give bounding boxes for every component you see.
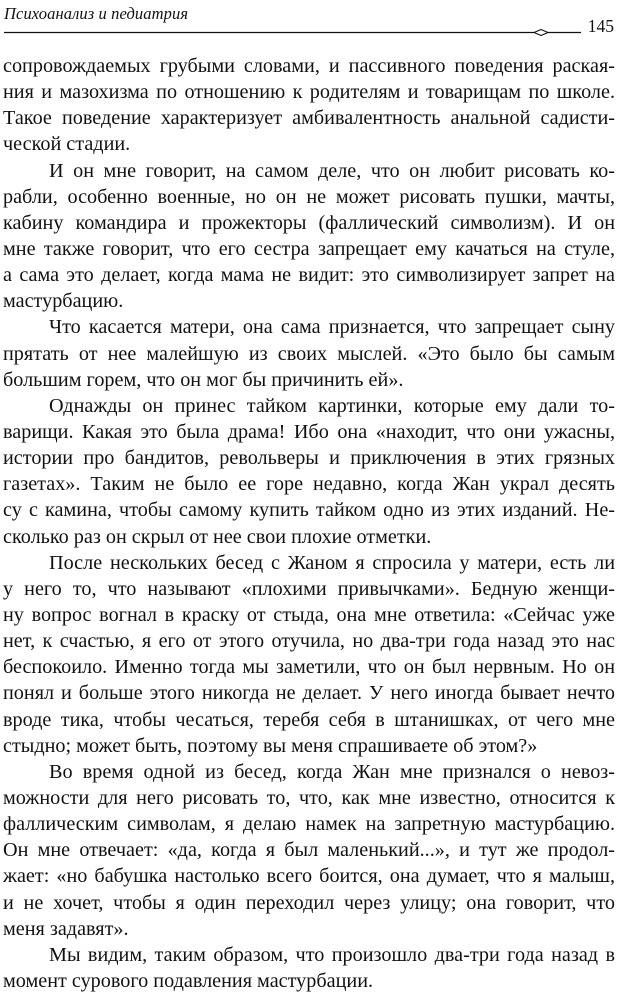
text-line: момент сурового подавления мастурбации.: [3, 969, 374, 992]
text-line: большим горем, что он мог бы причинить ей».: [3, 368, 404, 391]
text-line: сколько раз он скрыл от нее свои плохие отметки.: [3, 525, 432, 548]
header-rule-ornament: [4, 29, 581, 36]
text-line: Такое поведение характеризует амбивалентность анальной садисти-: [3, 107, 615, 130]
text-line: жает: «но бабушка настолько всего боится, она думает, что я малыш,: [3, 865, 615, 888]
text-line: варищи. Какая это была драма! Ибо она «находит, что они ужасны,: [3, 420, 615, 443]
text-line: ну вопрос вогнал в краску от стыда, она мне ответила: «Сейчас уже: [3, 603, 615, 626]
running-header: [4, 2, 616, 36]
text-line: газетах». Таким не было ее горе недавно, когда Жан украл десять: [3, 473, 615, 496]
body-text: [3, 53, 615, 994]
text-line: После нескольких бесед с Жаном я спросила у матери, есть ли: [49, 551, 615, 574]
text-line: Мы видим, таким образом, что произошло два-три года назад в: [49, 943, 615, 966]
text-line: Он мне отвечает: «да, когда я был маленький...», и тут же продол-: [3, 839, 615, 862]
text-line: рабли, особенно военные, но он не может рисовать пушки, мачты,: [3, 185, 615, 208]
text-line: у него то, что называют «плохими привычками». Бедную женщи-: [3, 577, 615, 600]
text-line: И он мне говорит, на самом деле, что он любит рисовать ко-: [49, 159, 615, 182]
text-line: беспокоило. Именно тогда мы заметили, что он был нервным. Но он: [3, 656, 615, 679]
running-title: Психоанализ и педиатрия: [4, 4, 189, 23]
text-line: мастурбацию.: [3, 290, 124, 313]
text-line: Во время одной из бесед, когда Жан мне признался о невоз-: [49, 760, 615, 783]
text-line: сопровождаемых грубыми словами, и пассивного поведения раская-: [3, 55, 615, 77]
text-line: ческой стадии.: [3, 133, 131, 156]
text-line: понял и больше этого никогда не делает. У него иногда бывает нечто: [3, 682, 615, 705]
text-line: истории про бандитов, револьверы и приключения в этих грязных: [3, 447, 615, 470]
text-line: ния и мазохизма по отношению к родителям и товарищам по школе.: [3, 81, 615, 104]
text-line: вроде тика, чтобы чесаться, теребя себя в штанишках, от чего мне: [3, 708, 615, 731]
text-line: Что касается матери, она сама признается, что запрещает сыну: [49, 316, 615, 339]
text-line: кабину командира и прожекторы (фаллический символизм). И он: [3, 211, 615, 234]
text-line: прятать от нее малейшую из своих мыслей. «Это было бы самым: [3, 342, 615, 365]
text-line: нет, к счастью, я его от этого отучила, но два-три года назад это нас: [3, 630, 615, 653]
text-line: а сама это делает, когда мама не видит: это символизирует запрет на: [3, 264, 615, 287]
text-line: меня задавят».: [3, 917, 129, 940]
page-number: 145: [587, 16, 614, 36]
text-line: Однажды он принес тайком картинки, которые ему дали то-: [49, 394, 615, 417]
text-line: фаллическим символам, я делаю намек на запретную мастурбацию.: [3, 813, 615, 836]
text-line: су с камина, чтобы самому купить тайком одно из этих изданий. Не-: [3, 499, 615, 522]
text-line: мне также говорит, что его сестра запрещает ему качаться на стуле,: [3, 237, 615, 260]
text-line: и не хочет, чтобы я один переходил через улицу; она говорит, что: [3, 891, 615, 914]
text-line: стыдно; может быть, поэтому вы меня спрашиваете об этом?»: [3, 734, 538, 757]
text-line: можности для него рисовать то, что, как мне известно, относится к: [3, 786, 615, 809]
